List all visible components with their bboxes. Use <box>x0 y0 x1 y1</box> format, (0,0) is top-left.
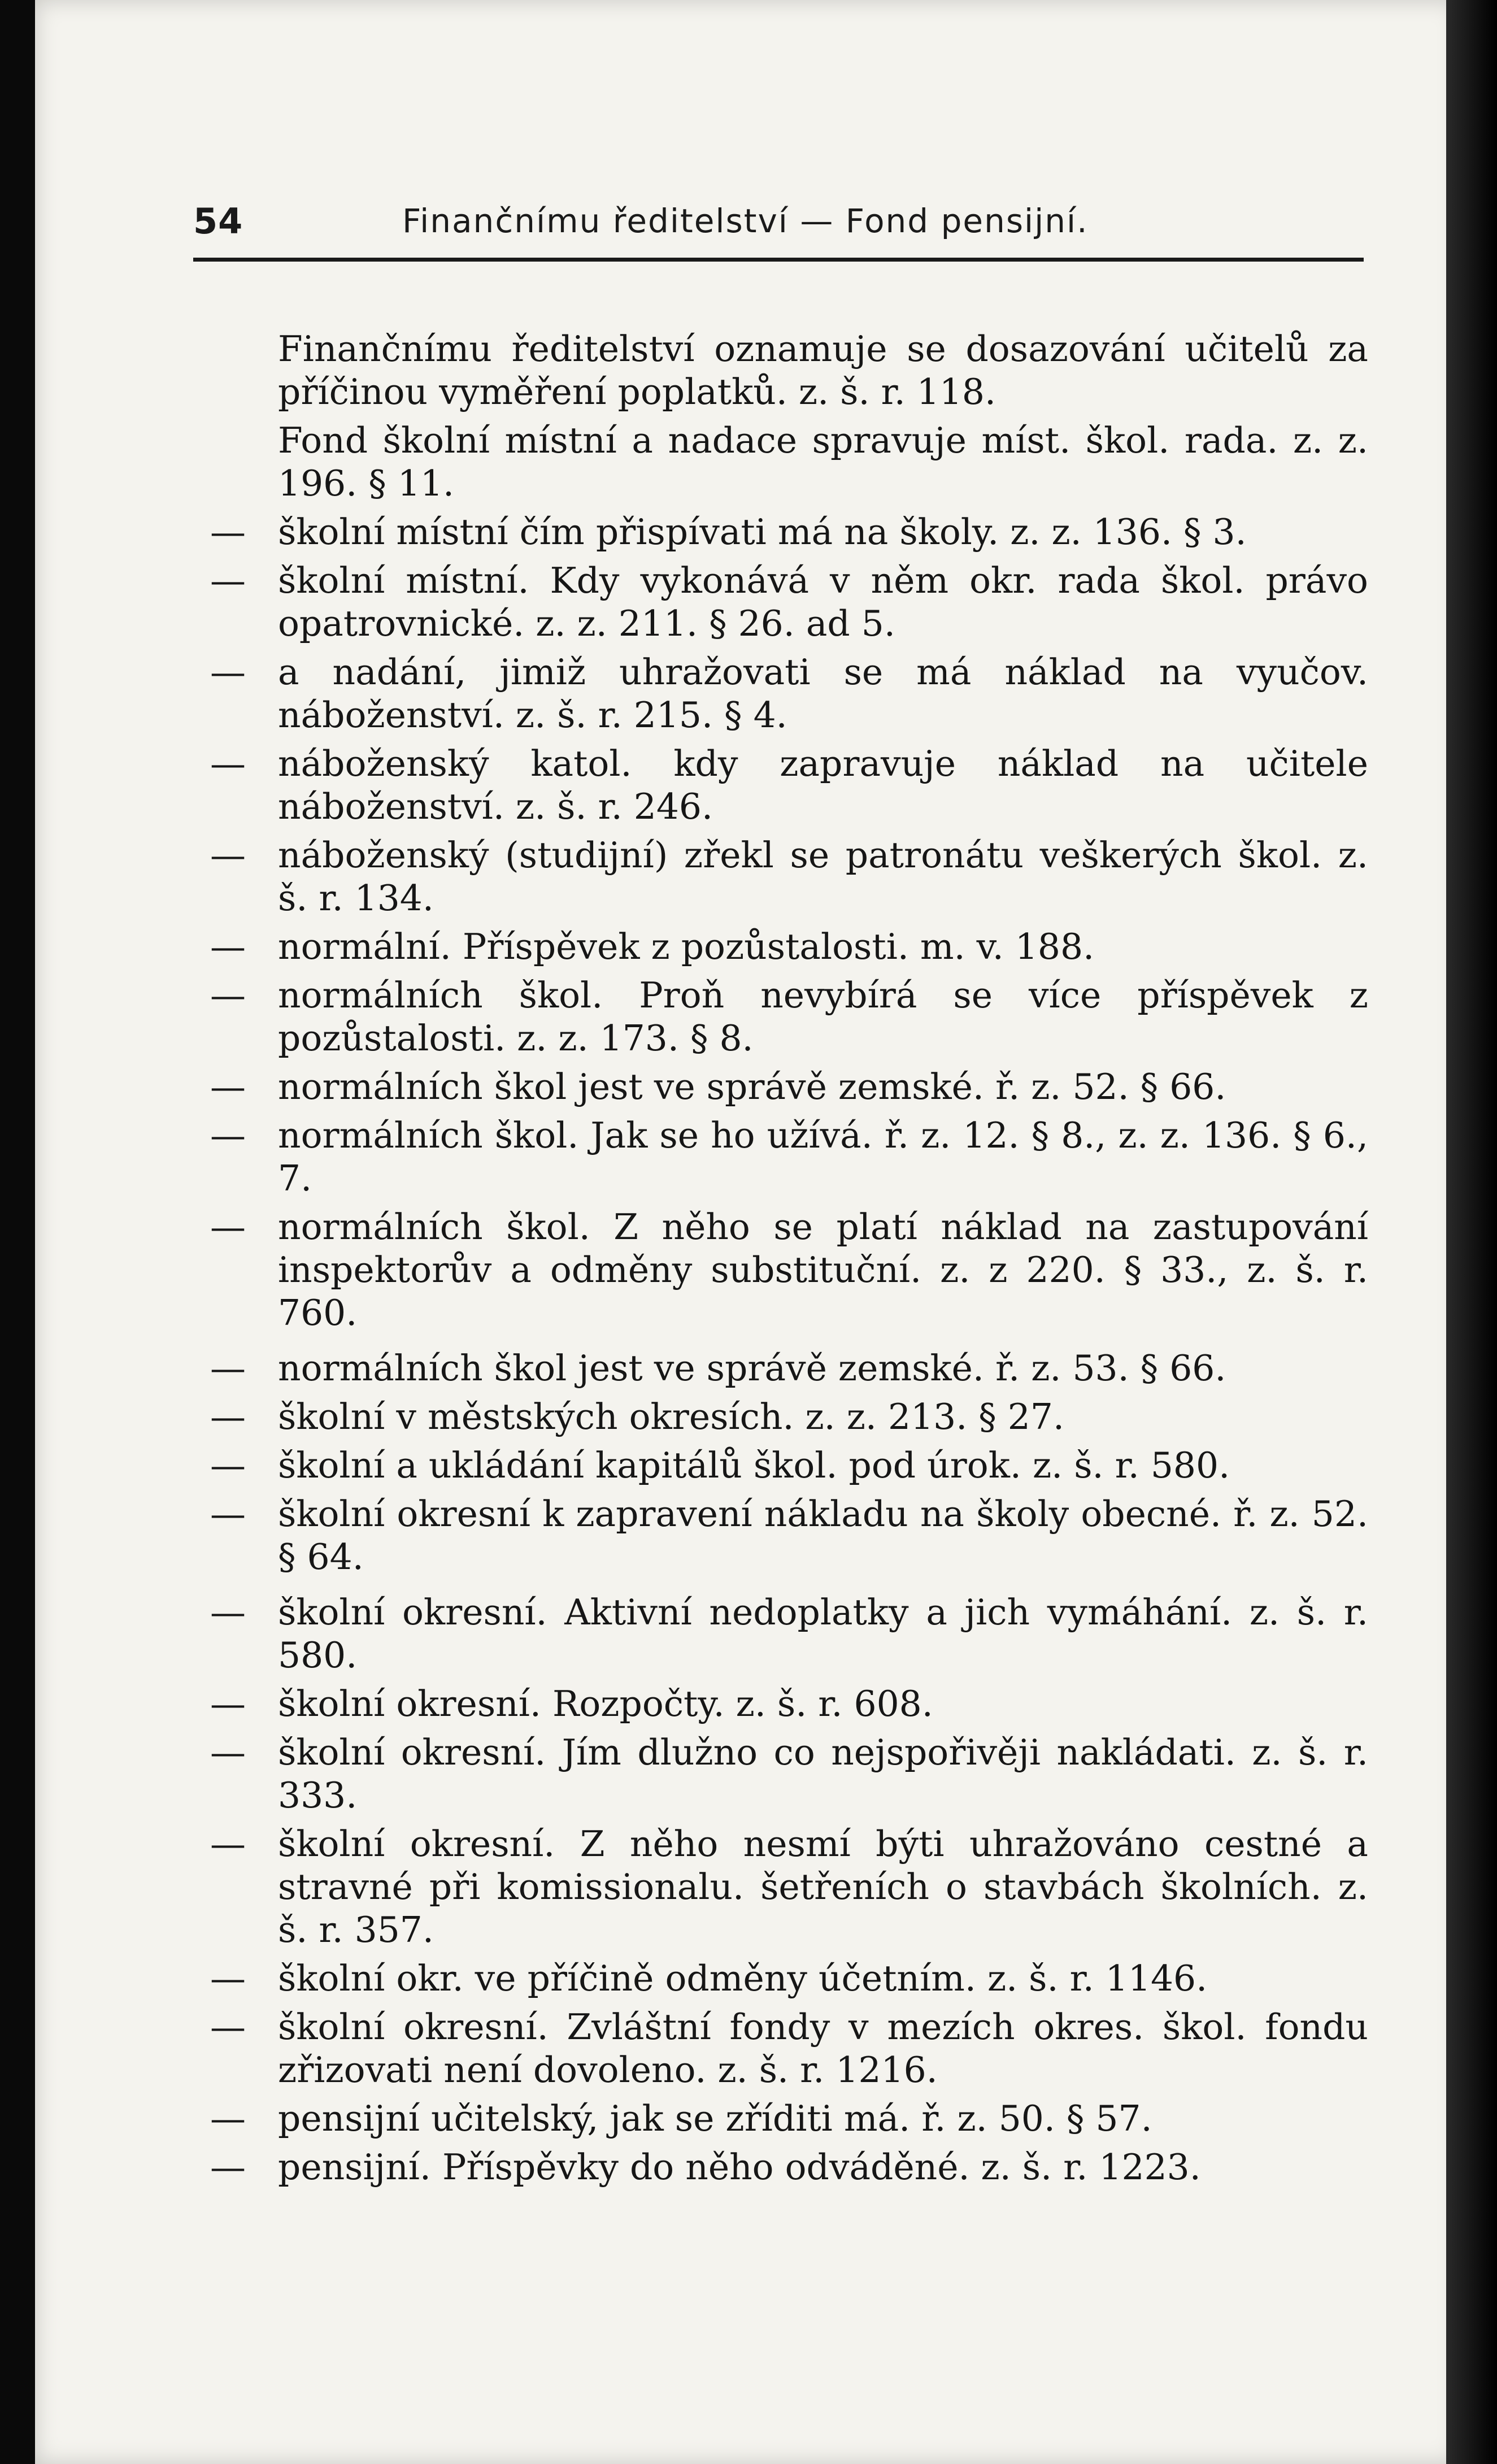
entry-dash: — <box>210 1958 246 1999</box>
page-number: 54 <box>193 201 243 242</box>
index-entry <box>182 1396 1368 1439</box>
entry-dash: — <box>210 926 246 967</box>
entry-dash: — <box>210 1115 246 1156</box>
entry-text: pensijní učitelský, jak se zříditi má. ř. z. 50. § 57. <box>278 2098 1152 2139</box>
index-entry <box>182 1066 1368 1109</box>
index-entry <box>182 419 1368 505</box>
entry-text: normálních škol jest ve správě zemské. ř. z. 52. § 66. <box>278 1066 1226 1107</box>
entry-dash: — <box>210 2146 246 2188</box>
index-entry <box>182 328 1368 414</box>
spine-shadow <box>1446 0 1497 2464</box>
entry-dash: — <box>210 1206 246 1248</box>
entry-text: normální. Příspěvek z pozůstalosti. m. v. 188. <box>278 926 1095 967</box>
entry-text: školní okresní. Rozpočty. z. š. r. 608. <box>278 1683 933 1724</box>
entry-text: školní okresní. Aktivní nedoplatky a jich vymáhání. z. š. r. 580. <box>278 1592 1368 1676</box>
entry-text: normálních škol. Jak se ho užívá. ř. z. 12. § 8., z. z. 136. § 6., 7. <box>278 1115 1368 1199</box>
index-entry <box>182 1347 1368 1390</box>
entry-text: školní okresní. Zvláštní fondy v mezích okres. škol. fondu zřizovati není dovoleno. z. š. r. 1216. <box>278 2006 1368 2091</box>
entry-dash: — <box>210 1396 246 1437</box>
entry-text: náboženský katol. kdy zapravuje náklad na učitele náboženství. z. š. r. 246. <box>278 743 1368 827</box>
entry-text: Fond školní místní a nadace spravuje míst. škol. rada. z. z. 196. § 11. <box>278 420 1368 504</box>
entry-dash: — <box>210 1348 246 1389</box>
entry-dash: — <box>210 1732 246 1773</box>
entry-dash: — <box>210 2006 246 2048</box>
entry-text: a nadání, jimiž uhražovati se má náklad na vyučov. náboženství. z. š. r. 215. § 4. <box>278 651 1368 736</box>
entry-text: normálních škol. Z něho se platí náklad na zastupování inspektorův a odměny substituční. z. z 220. § 33., z. š. r. 760. <box>278 1206 1368 1333</box>
entry-text: školní okresní. Z něho nesmí býti uhražováno cestné a stravné při komissionalu. šetřeních o stavbách školních. z. š. r. 357. <box>278 1823 1368 1950</box>
entry-text: normálních škol. Proň nevybírá se více příspěvek z pozůstalosti. z. z. 173. § 8. <box>278 975 1368 1059</box>
index-entry <box>182 742 1368 828</box>
index-entry <box>182 925 1368 968</box>
index-entry <box>182 1206 1368 1335</box>
entry-text: normálních škol jest ve správě zemské. ř. z. 53. § 66. <box>278 1348 1226 1389</box>
page-header <box>193 201 1379 251</box>
entry-text: pensijní. Příspěvky do něho odváděné. z. š. r. 1223. <box>278 2146 1201 2188</box>
entry-text: školní okresní. Jím dlužno co nejspořivěji nakládati. z. š. r. 333. <box>278 1732 1368 1816</box>
entry-dash: — <box>210 1592 246 1633</box>
entry-text: náboženský (studijní) zřekl se patronátu veškerých škol. z. š. r. 134. <box>278 835 1368 919</box>
index-entry <box>182 1823 1368 1952</box>
entry-dash: — <box>210 975 246 1016</box>
index-body <box>182 328 1368 2189</box>
running-head: Finančnímu ředitelství — Fond pensijní. <box>402 202 1089 240</box>
entry-text: školní v městských okresích. z. z. 213. § 27. <box>278 1396 1064 1437</box>
index-entry <box>182 559 1368 645</box>
entry-dash: — <box>210 511 246 553</box>
index-entry <box>182 651 1368 737</box>
entry-dash: — <box>210 2098 246 2139</box>
entry-text: školní místní čím přispívati má na školy. z. z. 136. § 3. <box>278 511 1247 553</box>
index-entry <box>182 1731 1368 1817</box>
index-entry <box>182 974 1368 1060</box>
index-entry <box>182 2097 1368 2140</box>
entry-dash: — <box>210 1823 246 1865</box>
entry-dash: — <box>210 560 246 601</box>
index-entry <box>182 2146 1368 2189</box>
index-entry <box>182 1493 1368 1579</box>
index-entry <box>182 2006 1368 2092</box>
index-entry <box>182 1957 1368 2000</box>
entry-dash: — <box>210 1066 246 1107</box>
entry-text: Finančnímu ředitelství oznamuje se dosazování učitelů za příčinou vyměření poplatků. z. š. r. 118. <box>278 328 1368 412</box>
entry-dash: — <box>210 835 246 876</box>
entry-text: školní okr. ve příčině odměny účetním. z. š. r. 1146. <box>278 1958 1208 1999</box>
index-entry <box>182 1591 1368 1677</box>
index-entry <box>182 1114 1368 1200</box>
entry-dash: — <box>210 1493 246 1535</box>
entry-dash: — <box>210 743 246 784</box>
entry-text: školní a ukládání kapitálů škol. pod úrok. z. š. r. 580. <box>278 1445 1230 1486</box>
index-entry <box>182 834 1368 920</box>
index-entry <box>182 1683 1368 1726</box>
entry-text: školní okresní k zapravení nákladu na školy obecné. ř. z. 52. § 64. <box>278 1493 1368 1578</box>
entry-text: školní místní. Kdy vykonává v něm okr. rada škol. právo opatrovnické. z. z. 211. § 26. ad 5. <box>278 560 1368 644</box>
entry-dash: — <box>210 1683 246 1724</box>
index-entry <box>182 1444 1368 1487</box>
header-rule <box>193 258 1364 262</box>
index-entry <box>182 511 1368 554</box>
entry-dash: — <box>210 1445 246 1486</box>
entry-dash: — <box>210 651 246 693</box>
